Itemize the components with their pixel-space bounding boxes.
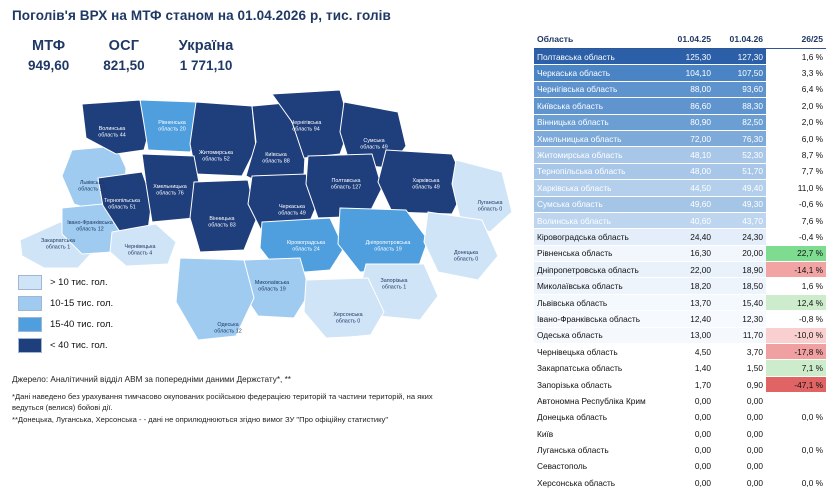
table-row[interactable] <box>534 98 826 114</box>
table-header-row <box>534 32 826 49</box>
cell-change-pct <box>766 425 826 441</box>
legend-item <box>18 272 113 293</box>
cell-value-2025: 49,60 <box>662 196 714 212</box>
map-region-label: Вінницька область 83 <box>208 216 236 229</box>
cell-region-name: Запорізька область <box>534 376 662 392</box>
cell-value-2025: 86,60 <box>662 98 714 114</box>
table-row[interactable] <box>534 376 826 392</box>
legend-label: > 10 тис. гол. <box>50 277 108 288</box>
cell-region-name: Чернівецька область <box>534 344 662 360</box>
cell-value-2025: 13,00 <box>662 327 714 343</box>
cell-value-2026: 18,50 <box>714 278 766 294</box>
table-row[interactable] <box>534 262 826 278</box>
cell-region-name: Закарпатська область <box>534 360 662 376</box>
footnotes <box>12 374 512 426</box>
cell-region-name: Вінницька область <box>534 114 662 130</box>
table-row[interactable] <box>534 344 826 360</box>
map-region-label: Львівська область 15 <box>78 180 106 193</box>
cell-value-2025: 80,90 <box>662 114 714 130</box>
legend-item <box>18 335 113 356</box>
cell-value-2025: 125,30 <box>662 49 714 65</box>
cell-region-name: Івано-Франківська область <box>534 311 662 327</box>
cell-change-pct <box>766 393 826 409</box>
cell-change-pct <box>766 458 826 474</box>
kpi-summary <box>28 38 234 73</box>
page-title: Поголів'я ВРХ на МТФ станом на 01.04.2026 р, тис. голів <box>12 8 391 23</box>
table-row[interactable] <box>534 311 826 327</box>
kpi-osg-label: ОСГ <box>108 38 140 54</box>
cell-value-2025: 13,70 <box>662 294 714 310</box>
table-row[interactable] <box>534 278 826 294</box>
map-region-label: Тернопільська область 51 <box>103 198 141 211</box>
cell-value-2025: 0,00 <box>662 458 714 474</box>
legend-swatch-icon <box>18 317 42 332</box>
table-row[interactable] <box>534 425 826 441</box>
cell-value-2025: 1,40 <box>662 360 714 376</box>
cell-value-2026: 88,30 <box>714 98 766 114</box>
cell-value-2026: 52,30 <box>714 147 766 163</box>
table-row[interactable] <box>534 49 826 65</box>
cell-value-2026: 51,70 <box>714 163 766 179</box>
cell-value-2025: 18,20 <box>662 278 714 294</box>
cell-value-2026: 0,00 <box>714 442 766 458</box>
table-row[interactable] <box>534 180 826 196</box>
cell-value-2026: 0,90 <box>714 376 766 392</box>
table-row[interactable] <box>534 147 826 163</box>
cell-value-2025: 0,00 <box>662 475 714 491</box>
table-row[interactable] <box>534 475 826 491</box>
cell-value-2025: 12,40 <box>662 311 714 327</box>
kpi-ukraine <box>179 38 234 73</box>
table-row[interactable] <box>534 196 826 212</box>
cell-value-2026: 127,30 <box>714 49 766 65</box>
cell-change-pct: 12,4 % <box>766 294 826 310</box>
cell-change-pct: 22,7 % <box>766 245 826 261</box>
cell-value-2026: 24,30 <box>714 229 766 245</box>
map-region-label: Волинська область 44 <box>98 126 126 139</box>
cell-region-name: Рівненська область <box>534 245 662 261</box>
cell-value-2025: 44,50 <box>662 180 714 196</box>
map-region-label: Київська область 88 <box>262 152 290 165</box>
table-row[interactable] <box>534 245 826 261</box>
map-region-label: Хмельницька область 76 <box>153 184 187 197</box>
map-region-label: Полтавська область 127 <box>330 178 362 191</box>
cell-change-pct: -17,8 % <box>766 344 826 360</box>
cell-region-name: Житомирська область <box>534 147 662 163</box>
cell-value-2025: 4,50 <box>662 344 714 360</box>
data-table <box>534 32 826 492</box>
cell-value-2026: 49,40 <box>714 180 766 196</box>
cell-value-2025: 48,00 <box>662 163 714 179</box>
cell-value-2025: 0,00 <box>662 393 714 409</box>
table-row[interactable] <box>534 409 826 425</box>
cell-value-2025: 0,00 <box>662 409 714 425</box>
cell-region-name: Волинська область <box>534 212 662 228</box>
cell-region-name: Київ <box>534 425 662 441</box>
table-row[interactable] <box>534 114 826 130</box>
legend-swatch-icon <box>18 296 42 311</box>
cell-change-pct: 2,0 % <box>766 98 826 114</box>
table-row[interactable] <box>534 360 826 376</box>
cell-value-2026: 20,00 <box>714 245 766 261</box>
footnote-1b: ведуться (велися) бойові дії. <box>12 403 113 413</box>
map-region-label: Миколаївська область 19 <box>254 280 290 293</box>
kpi-osg <box>103 38 144 73</box>
cell-value-2025: 22,00 <box>662 262 714 278</box>
map-region-label: Запорізька область 1 <box>380 278 408 291</box>
legend-swatch-icon <box>18 338 42 353</box>
regions-data-table <box>534 32 826 492</box>
cell-value-2025: 1,70 <box>662 376 714 392</box>
cell-region-name: Луганська область <box>534 442 662 458</box>
map-region-label: Херсонська область 0 <box>333 312 363 325</box>
cell-value-2026: 15,40 <box>714 294 766 310</box>
column-header-2025: 01.04.25 <box>662 32 714 49</box>
map-region-label: Івано-Франківська область 12 <box>67 220 113 233</box>
cell-value-2026: 76,30 <box>714 130 766 146</box>
cell-change-pct: 2,0 % <box>766 114 826 130</box>
table-row[interactable] <box>534 65 826 81</box>
cell-change-pct: 0,0 % <box>766 475 826 491</box>
map-region-label: Сумська область 49 <box>360 138 388 151</box>
cell-region-name: Тернопільська область <box>534 163 662 179</box>
cell-value-2026: 82,50 <box>714 114 766 130</box>
table-row[interactable] <box>534 212 826 228</box>
cell-change-pct: 1,6 % <box>766 49 826 65</box>
cell-value-2026: 107,50 <box>714 65 766 81</box>
cell-value-2026: 3,70 <box>714 344 766 360</box>
column-header-change: 26/25 <box>766 32 826 49</box>
cell-change-pct: 0,0 % <box>766 442 826 458</box>
map-region-label: Одеська область 12 <box>214 322 242 335</box>
cell-region-name: Автономна Республіка Крим <box>534 393 662 409</box>
map-region-label: Луганська область 0 <box>477 200 503 213</box>
table-header <box>534 32 826 49</box>
cell-value-2025: 0,00 <box>662 442 714 458</box>
map-region-label: Черкаська область 49 <box>278 204 306 217</box>
kpi-ukraine-label: Україна <box>178 38 234 54</box>
cell-change-pct: 6,4 % <box>766 81 826 97</box>
cell-value-2026: 1,50 <box>714 360 766 376</box>
map-region-label: Житомирська область 52 <box>198 150 234 163</box>
kpi-mtf-value: 949,60 <box>28 58 70 73</box>
cell-region-name: Львівська область <box>534 294 662 310</box>
cell-change-pct: 6,0 % <box>766 130 826 146</box>
kpi-mtf-label: МТФ <box>31 38 66 54</box>
cell-region-name: Хмельницька область <box>534 130 662 146</box>
table-row[interactable] <box>534 130 826 146</box>
cell-change-pct: -0,6 % <box>766 196 826 212</box>
source-note: Джерело: Аналітичний відділ АВМ за попередніми даними Держстату*, ** <box>12 375 291 384</box>
legend-label: 10-15 тис. гол. <box>50 298 114 309</box>
map-legend <box>18 272 113 356</box>
map-region-label: Харківська область 49 <box>412 178 440 191</box>
map-region-label: Кіровоградська область 24 <box>286 240 326 253</box>
map-region-label: Чернігівська область 94 <box>290 120 322 133</box>
cell-region-name: Полтавська область <box>534 49 662 65</box>
table-row[interactable] <box>534 81 826 97</box>
cell-region-name: Севастополь <box>534 458 662 474</box>
cell-change-pct: 0,0 % <box>766 409 826 425</box>
footnote-1: *Дані наведено без урахування тимчасово окупованих російською федерацією територій та частини територій, на яких <box>12 391 433 401</box>
cell-change-pct: 8,7 % <box>766 147 826 163</box>
cell-value-2026: 11,70 <box>714 327 766 343</box>
kpi-osg-value: 821,50 <box>103 58 145 73</box>
cell-change-pct: 7,1 % <box>766 360 826 376</box>
cell-value-2025: 40,60 <box>662 212 714 228</box>
cell-change-pct: -14,1 % <box>766 262 826 278</box>
cell-change-pct: 3,3 % <box>766 65 826 81</box>
table-row[interactable] <box>534 229 826 245</box>
cell-region-name: Кіровоградська область <box>534 229 662 245</box>
cell-value-2025: 72,00 <box>662 130 714 146</box>
cell-region-name: Черкаська область <box>534 65 662 81</box>
legend-label: < 40 тис. гол. <box>50 340 108 351</box>
map-region-label: Донецька область 0 <box>453 250 479 263</box>
cell-value-2025: 48,10 <box>662 147 714 163</box>
cell-value-2026: 0,00 <box>714 458 766 474</box>
cell-value-2025: 0,00 <box>662 425 714 441</box>
cell-region-name: Миколаївська область <box>534 278 662 294</box>
map-region-label: Закарпатська область 1 <box>41 238 75 251</box>
cell-region-name: Дніпропетровська область <box>534 262 662 278</box>
cell-change-pct: 7,7 % <box>766 163 826 179</box>
cell-value-2025: 24,40 <box>662 229 714 245</box>
legend-label: 15-40 тис. гол. <box>50 319 114 330</box>
cell-region-name: Донецька область <box>534 409 662 425</box>
column-header-region: Область <box>534 32 662 49</box>
legend-swatch-icon <box>18 275 42 290</box>
table-row[interactable] <box>534 327 826 343</box>
cell-region-name: Одеська область <box>534 327 662 343</box>
cell-value-2025: 88,00 <box>662 81 714 97</box>
cell-value-2026: 0,00 <box>714 393 766 409</box>
cell-value-2026: 43,70 <box>714 212 766 228</box>
cell-change-pct: 7,6 % <box>766 212 826 228</box>
map-region-label: Рівненська область 20 <box>158 120 186 133</box>
cell-value-2026: 18,90 <box>714 262 766 278</box>
table-row[interactable] <box>534 294 826 310</box>
cell-value-2026: 0,00 <box>714 425 766 441</box>
cell-value-2026: 0,00 <box>714 475 766 491</box>
table-row[interactable] <box>534 442 826 458</box>
cell-value-2025: 16,30 <box>662 245 714 261</box>
cell-change-pct: -0,8 % <box>766 311 826 327</box>
map-region-label: Дніпропетровська область 19 <box>365 240 411 253</box>
cell-value-2026: 0,00 <box>714 409 766 425</box>
table-row[interactable] <box>534 393 826 409</box>
table-body <box>534 49 826 492</box>
cell-change-pct: 1,6 % <box>766 278 826 294</box>
cell-region-name: Харківська область <box>534 180 662 196</box>
cell-change-pct: -0,4 % <box>766 229 826 245</box>
map-region-label: Чернівецька область 4 <box>124 244 156 257</box>
kpi-mtf <box>28 38 69 73</box>
cell-region-name: Сумська область <box>534 196 662 212</box>
table-row[interactable] <box>534 458 826 474</box>
kpi-ukraine-value: 1 771,10 <box>179 58 233 73</box>
cell-region-name: Київська область <box>534 98 662 114</box>
cell-value-2026: 12,30 <box>714 311 766 327</box>
legend-item <box>18 314 113 335</box>
cell-value-2026: 93,60 <box>714 81 766 97</box>
cell-value-2026: 49,30 <box>714 196 766 212</box>
cell-change-pct: 11,0 % <box>766 180 826 196</box>
cell-region-name: Чернігівська область <box>534 81 662 97</box>
cell-change-pct: -10,0 % <box>766 327 826 343</box>
table-row[interactable] <box>534 163 826 179</box>
cell-change-pct: -47,1 % <box>766 376 826 392</box>
cell-value-2025: 104,10 <box>662 65 714 81</box>
legend-item <box>18 293 113 314</box>
column-header-2026: 01.04.26 <box>714 32 766 49</box>
cell-region-name: Херсонська область <box>534 475 662 491</box>
footnote-2: **Донецька, Луганська, Херсонська - - дані не оприлюднюються згідно вимог ЗУ "Про офіційну статистику" <box>12 415 389 425</box>
